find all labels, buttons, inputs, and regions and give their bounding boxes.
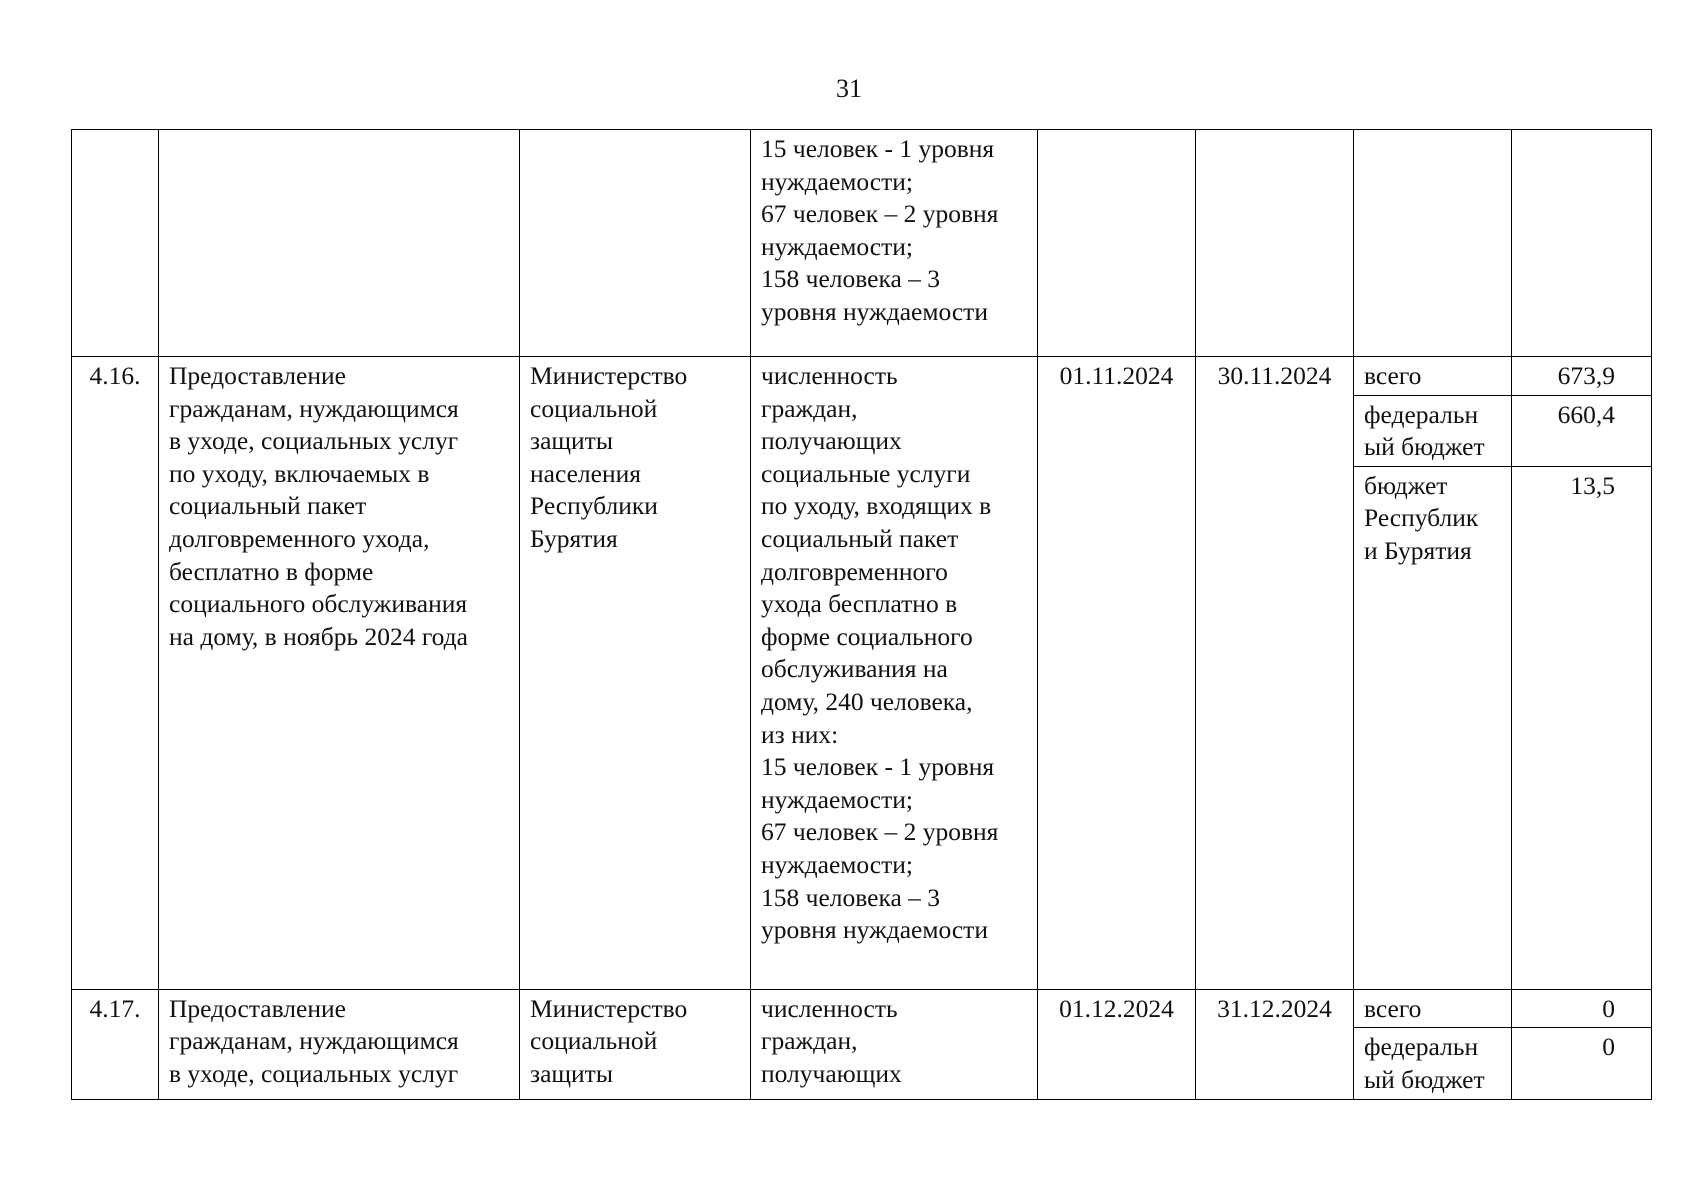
text-line: ый бюджет [1364,1064,1485,1094]
text-line: гражданам, нуждающимся [169,393,459,423]
text-line: долговременного ухода, [169,523,430,553]
cell-executor [520,357,751,990]
text-line: гражданам, нуждающимся [169,1026,459,1056]
text-line: социальный пакет [761,523,959,553]
text-line: на дому, в ноябрь 2024 года [169,621,468,651]
text-line: нуждаемости; [761,231,914,261]
cell-end: 31.12.2024 [1196,989,1354,1099]
text-line: Министерство [530,993,688,1023]
text-line: федеральн [1364,399,1479,429]
text-line: получающих [761,1058,902,1088]
page-number: 31 [836,74,862,103]
text-line: в уходе, социальных услуг [169,426,459,456]
cell-amount: 0 [1512,1028,1652,1099]
text-line: долговременного [761,556,948,586]
text-line: социальной [530,1026,658,1056]
text-line: социальный пакет [169,491,367,521]
text-line: Предоставление [169,993,346,1023]
cell-start [1038,130,1196,357]
text-line: обслуживания на [761,654,948,684]
text-line: всего [1364,993,1422,1023]
text-line: по уходу, включаемых в [169,458,430,488]
cell-source [1354,130,1512,357]
cell-source [1354,466,1512,989]
text-line: граждан, [761,393,858,423]
text-line: Республики [530,491,658,521]
text-line: нуждаемости; [761,849,914,879]
cell-name [159,357,520,990]
text-line: ый бюджет [1364,432,1485,462]
text-line: федеральн [1364,1032,1479,1062]
cell-amount [1512,130,1652,357]
cell-num: 4.17. [72,989,159,1099]
cell-num [72,130,159,357]
text-line: социального обслуживания [169,589,468,619]
cell-start: 01.12.2024 [1038,989,1196,1099]
cell-indicator [751,130,1038,357]
cell-executor [520,989,751,1099]
text-line: нуждаемости; [761,166,914,196]
cell-start: 01.11.2024 [1038,357,1196,990]
text-line: защиты [530,1058,613,1088]
text-line: нуждаемости; [761,784,914,814]
text-line: всего [1364,361,1422,390]
text-line: социальной [530,393,658,423]
text-line: 15 человек - 1 уровня [761,134,995,163]
table-row-4-17 [72,989,1652,1028]
cell-name [159,989,520,1099]
cell-amount: 673,9 [1512,357,1652,396]
cell-amount: 0 [1512,989,1652,1028]
text-line: Предоставление [169,361,346,390]
cell-source [1354,1028,1512,1099]
table-row-continuation [72,130,1652,357]
cell-name [159,130,520,357]
text-line: уровня нуждаемости [761,296,988,326]
text-line: дому, 240 человека, [761,686,973,716]
text-line: из них: [761,719,839,749]
text-line: в уходе, социальных услуг [169,1058,459,1088]
text-line: бесплатно в форме [169,556,374,586]
measures-table [71,129,1652,1100]
text-line: форме социального [761,621,973,651]
text-line: численность [761,993,898,1023]
text-line: по уходу, входящих в [761,491,992,521]
cell-indicator [751,989,1038,1099]
text-line: защиты [530,426,613,456]
text-line: получающих [761,426,902,456]
text-line: бюджет [1364,470,1448,500]
text-line: социальные услуги [761,458,971,488]
cell-source [1354,357,1512,396]
cell-source [1354,395,1512,466]
cell-indicator [751,357,1038,990]
text-line: и Бурятия [1364,535,1472,565]
text-line: населения [530,458,641,488]
text-line: 158 человека – 3 [761,264,941,294]
text-line: Бурятия [530,523,618,553]
cell-source [1354,989,1512,1028]
text-line: ухода бесплатно в [761,589,958,619]
text-line: численность [761,361,898,390]
cell-executor [520,130,751,357]
cell-end [1196,130,1354,357]
text-line: 15 человек - 1 уровня [761,752,995,782]
cell-end: 30.11.2024 [1196,357,1354,990]
cell-amount: 660,4 [1512,395,1652,466]
text-line: Министерство [530,361,688,390]
text-line: уровня нуждаемости [761,915,988,945]
text-line: граждан, [761,1026,858,1056]
cell-amount: 13,5 [1512,466,1652,989]
cell-num: 4.16. [72,357,159,990]
text-line: 158 человека – 3 [761,882,941,912]
text-line: 67 человек – 2 уровня [761,199,999,229]
text-line: Республик [1364,503,1479,533]
text-line: 67 человек – 2 уровня [761,817,999,847]
table-row-4-16 [72,357,1652,396]
